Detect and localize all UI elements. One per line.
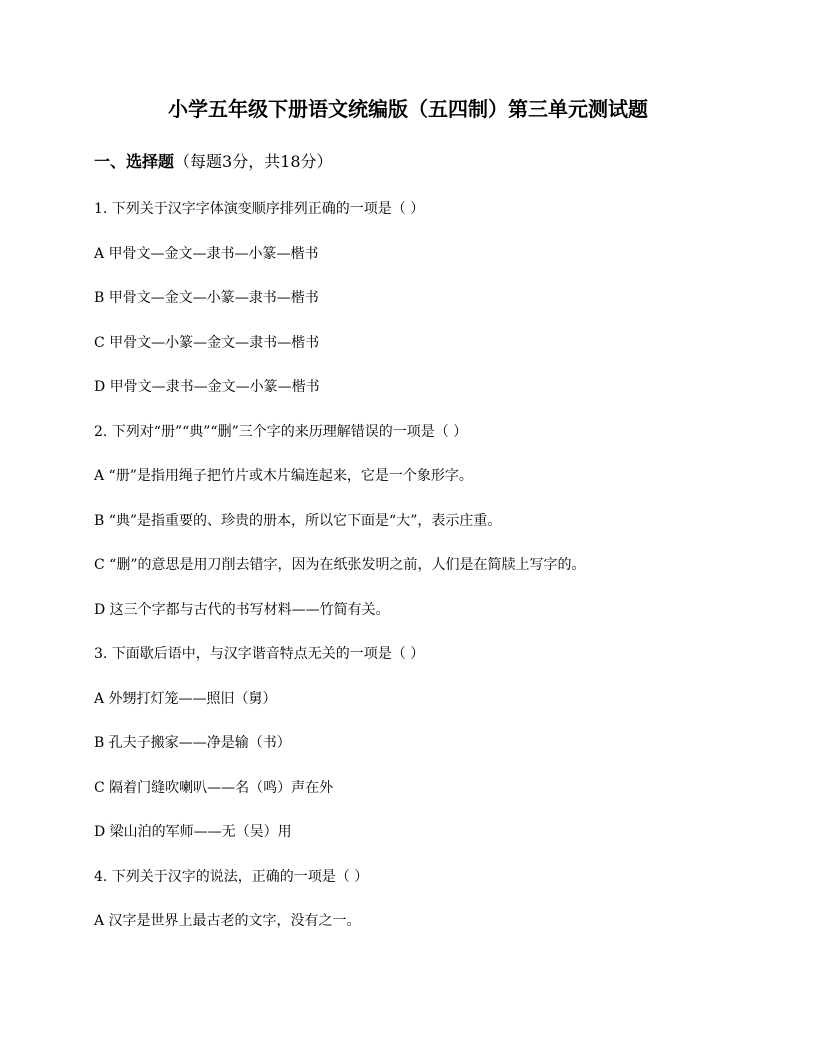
question-3-option-d: D 梁山泊的军师——无（吴）用: [94, 824, 292, 840]
question-2: 2. 下列对“册”“典”“删”三个字的来历理解错误的一项是（ ）: [94, 424, 468, 440]
question-1-option-b: B 甲骨文—金文—小篆—隶书—楷书: [94, 290, 319, 306]
question-2-option-b: B “典”是指重要的、珍贵的册本，所以它下面是“大”，表示庄重。: [94, 513, 502, 529]
question-2-option-a: A “册”是指用绳子把竹片或木片编连起来，它是一个象形字。: [94, 468, 473, 484]
question-4-option-a: A 汉字是世界上最古老的文字，没有之一。: [94, 913, 361, 929]
question-3-option-b: B 孔夫子搬家——净是输（书）: [94, 735, 291, 751]
section-heading-note: （每题3分，共18分）: [174, 152, 333, 171]
section-heading: [94, 150, 333, 174]
question-1-option-d: D 甲骨文—隶书—金文—小篆—楷书: [94, 379, 320, 395]
question-1-option-a: A 甲骨文—金文—隶书—小篆—楷书: [94, 246, 319, 262]
question-1-option-c: C 甲骨文—小篆—金文—隶书—楷书: [94, 335, 320, 351]
question-3-option-a: A 外甥打灯笼——照旧（舅）: [94, 691, 277, 707]
section-heading-label: 一、选择题: [94, 152, 175, 171]
page-title: 小学五年级下册语文统编版（五四制）第三单元测试题: [168, 97, 648, 121]
question-2-option-c: C “删”的意思是用刀削去错字，因为在纸张发明之前，人们是在简牍上写字的。: [94, 557, 586, 573]
question-4: 4. 下列关于汉字的说法，正确的一项是（ ）: [94, 869, 369, 885]
question-2-option-d: D 这三个字都与古代的书写材料——竹简有关。: [94, 602, 390, 618]
question-3: 3. 下面歇后语中，与汉字谐音特点无关的一项是（ ）: [94, 646, 425, 662]
question-1: 1. 下列关于汉字字体演变顺序排列正确的一项是（ ）: [94, 201, 425, 217]
question-3-option-c: C 隔着门缝吹喇叭——名（鸣）声在外: [94, 780, 334, 796]
